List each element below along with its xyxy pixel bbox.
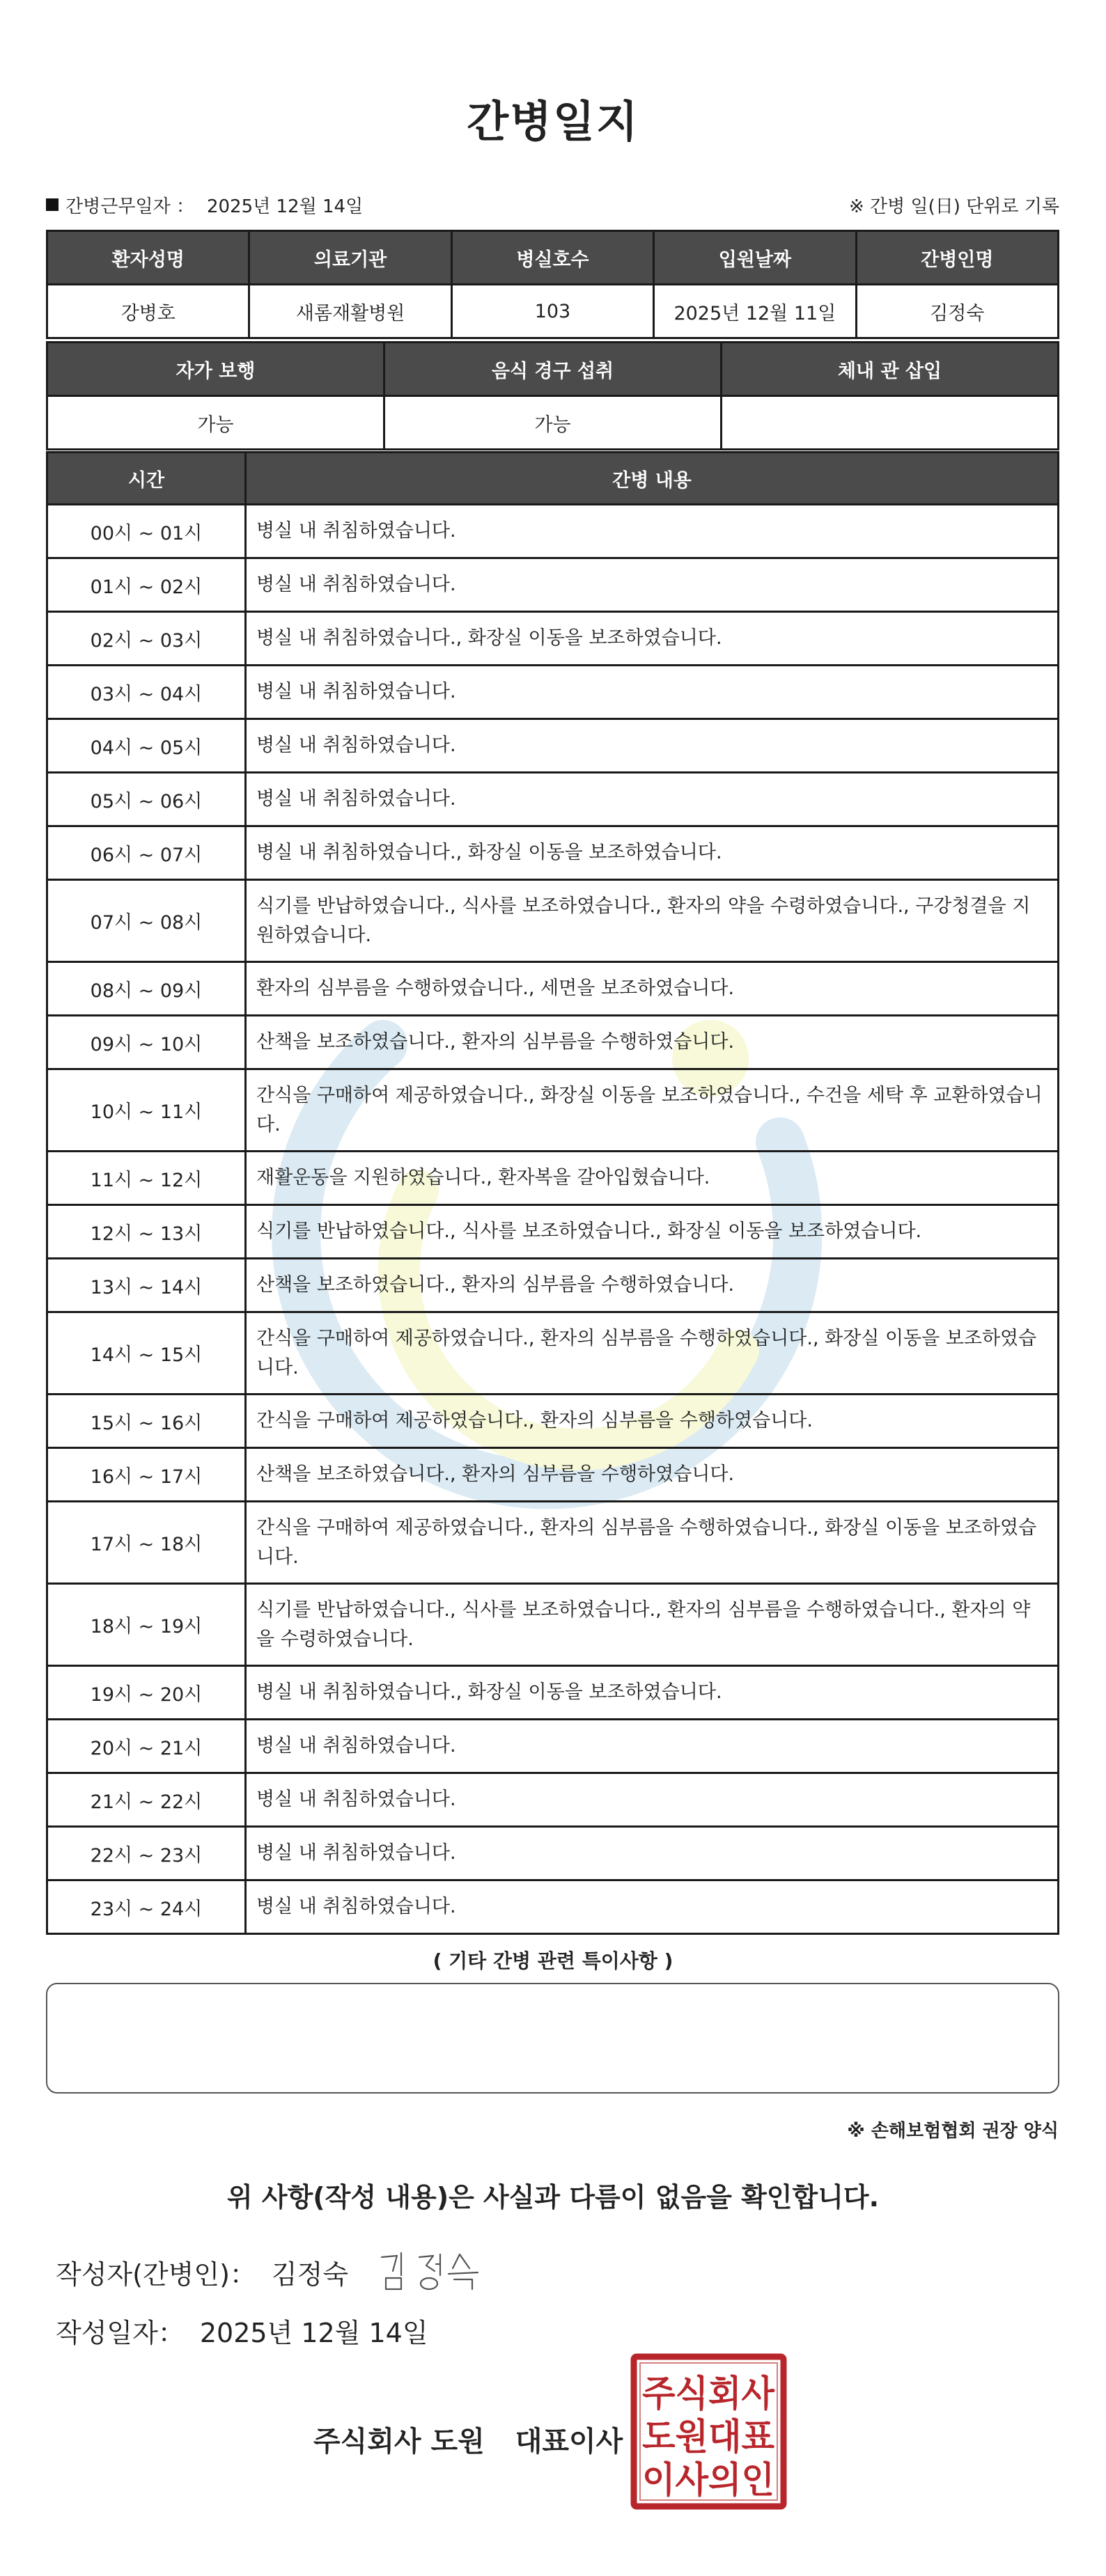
tube-insertion-value <box>722 396 1059 450</box>
log-row <box>47 1773 1059 1827</box>
work-date-group <box>46 192 363 218</box>
log-content-cell: 병실 내 취침하였습니다. <box>246 666 1059 719</box>
confirmation-statement: 위 사항(작성 내용)은 사실과 다름이 없음을 확인합니다. <box>226 2182 880 2213</box>
header-self-walking: 자가 보행 <box>47 343 384 396</box>
log-content-cell: 식기를 반납하였습니다., 식사를 보조하였습니다., 환자의 심부름을 수행하였습니다., 환자의 약을 수령하였습니다. <box>246 1584 1059 1666</box>
work-date-label: 간병근무일자 ： <box>65 196 194 217</box>
page-title: 간병일지 <box>467 96 639 147</box>
log-row <box>47 1395 1059 1448</box>
header-care-content: 간병 내용 <box>246 453 1059 505</box>
log-time-cell: 19시 ~ 20시 <box>47 1666 246 1720</box>
header-hospital: 의료기관 <box>249 231 451 285</box>
log-row <box>47 1312 1059 1395</box>
caregiver-name: 김정숙 <box>856 285 1058 338</box>
log-row <box>47 666 1059 719</box>
room-number: 103 <box>451 285 653 338</box>
log-time-cell: 11시 ~ 12시 <box>47 1152 246 1205</box>
header-caregiver-name: 간병인명 <box>856 231 1058 285</box>
log-content-cell: 산책을 보조하였습니다., 환자의 심부름을 수행하였습니다. <box>246 1448 1059 1502</box>
log-time-cell: 20시 ~ 21시 <box>47 1720 246 1773</box>
log-row <box>47 1259 1059 1312</box>
company-line <box>313 2419 644 2459</box>
log-row <box>47 1666 1059 1720</box>
log-time-cell: 23시 ~ 24시 <box>47 1880 246 1934</box>
log-content-cell: 병실 내 취침하였습니다. <box>246 1720 1059 1773</box>
log-content-cell: 간식을 구매하여 제공하였습니다., 화장실 이동을 보조하였습니다., 수건을 세탁 후 교환하였습니다. <box>246 1069 1059 1152</box>
log-content-cell: 산책을 보조하였습니다., 환자의 심부름을 수행하였습니다. <box>246 1259 1059 1312</box>
header-time: 시간 <box>47 453 246 505</box>
log-content-cell: 병실 내 취침하였습니다. <box>246 505 1059 558</box>
company-seal-stamp <box>630 2353 787 2510</box>
seal-line-1: 주식회사 <box>642 2373 775 2415</box>
log-time-cell: 14시 ~ 15시 <box>47 1312 246 1395</box>
log-time-cell: 02시 ~ 03시 <box>47 612 246 666</box>
log-content-cell: 병실 내 취침하였습니다. <box>246 1827 1059 1880</box>
seal-line-3: 이사의인 <box>642 2459 774 2502</box>
log-time-cell: 17시 ~ 18시 <box>47 1502 246 1584</box>
log-row <box>47 558 1059 612</box>
log-content-cell: 식기를 반납하였습니다., 식사를 보조하였습니다., 화장실 이동을 보조하였습니다. <box>246 1205 1059 1259</box>
admission-date: 2025년 12월 11일 <box>654 285 856 338</box>
log-row <box>47 1069 1059 1152</box>
status-value-row <box>47 396 1059 450</box>
hospital-name: 새롬재활병원 <box>249 285 451 338</box>
record-unit-note: ※ 간병 일(日) 단위로 기록 <box>848 196 1059 217</box>
log-row <box>47 826 1059 880</box>
log-content-cell: 병실 내 취침하였습니다. <box>246 1773 1059 1827</box>
log-row <box>47 1448 1059 1502</box>
hourly-care-log-table <box>46 451 1059 1935</box>
log-content-cell: 간식을 구매하여 제공하였습니다., 환자의 심부름을 수행하였습니다. <box>246 1395 1059 1448</box>
log-row <box>47 1720 1059 1773</box>
log-row <box>47 1502 1059 1584</box>
header-room-number: 병실호수 <box>451 231 653 285</box>
log-content-cell: 병실 내 취침하였습니다. <box>246 719 1059 773</box>
author-row <box>56 2247 494 2296</box>
log-row <box>47 1880 1059 1934</box>
log-row <box>47 719 1059 773</box>
notes-box <box>46 1983 1059 2094</box>
author-name: 김정숙 <box>271 2259 349 2290</box>
status-header-row <box>47 343 1059 396</box>
patient-name: 강병호 <box>47 285 249 338</box>
log-row <box>47 1205 1059 1259</box>
handwritten-signature <box>376 2247 494 2296</box>
log-time-cell: 07시 ~ 08시 <box>47 880 246 962</box>
log-row <box>47 1016 1059 1069</box>
log-row <box>47 1827 1059 1880</box>
log-row <box>47 1152 1059 1205</box>
log-time-cell: 15시 ~ 16시 <box>47 1395 246 1448</box>
company-role: 대표이사 <box>515 2426 623 2458</box>
log-content-cell: 병실 내 취침하였습니다. <box>246 558 1059 612</box>
log-time-cell: 04시 ~ 05시 <box>47 719 246 773</box>
written-date-value: 2025년 12월 14일 <box>199 2318 428 2348</box>
log-time-cell: 03시 ~ 04시 <box>47 666 246 719</box>
log-content-cell: 간식을 구매하여 제공하였습니다., 환자의 심부름을 수행하였습니다., 화장실 이동을 보조하였습니다. <box>246 1502 1059 1584</box>
log-time-cell: 10시 ~ 11시 <box>47 1069 246 1152</box>
patient-status-table <box>46 341 1059 450</box>
log-time-cell: 01시 ~ 02시 <box>47 558 246 612</box>
log-row <box>47 773 1059 826</box>
self-walking-value: 가능 <box>47 396 384 450</box>
log-content-cell: 식기를 반납하였습니다., 식사를 보조하였습니다., 환자의 약을 수령하였습니다., 구강청결을 지원하였습니다. <box>246 880 1059 962</box>
log-content-cell: 산책을 보조하였습니다., 환자의 심부름을 수행하였습니다. <box>246 1016 1059 1069</box>
log-header-row <box>47 453 1059 505</box>
log-content-cell: 병실 내 취침하였습니다. <box>246 1880 1059 1934</box>
log-time-cell: 09시 ~ 10시 <box>47 1016 246 1069</box>
meta-row <box>46 189 1059 220</box>
company-name: 주식회사 도원 <box>313 2426 485 2458</box>
log-body <box>47 505 1059 1934</box>
log-row <box>47 505 1059 558</box>
log-time-cell: 05시 ~ 06시 <box>47 773 246 826</box>
oral-intake-value: 가능 <box>384 396 722 450</box>
log-content-cell: 병실 내 취침하였습니다., 화장실 이동을 보조하였습니다. <box>246 612 1059 666</box>
header-tube-insertion: 체내 관 삽입 <box>722 343 1059 396</box>
log-time-cell: 16시 ~ 17시 <box>47 1448 246 1502</box>
written-date-label: 작성일자： <box>56 2318 185 2348</box>
log-time-cell: 22시 ~ 23시 <box>47 1827 246 1880</box>
author-label: 작성자(간병인)： <box>56 2259 256 2290</box>
written-date-row <box>56 2311 428 2350</box>
work-date-value: 2025년 12월 14일 <box>206 196 364 217</box>
log-time-cell: 00시 ~ 01시 <box>47 505 246 558</box>
log-row <box>47 1584 1059 1666</box>
log-content-cell: 병실 내 취침하였습니다., 화장실 이동을 보조하였습니다. <box>246 1666 1059 1720</box>
source-note: ※ 손해보험협회 권장 양식 <box>847 2121 1059 2142</box>
log-row <box>47 612 1059 666</box>
log-row <box>47 880 1059 962</box>
log-time-cell: 08시 ~ 09시 <box>47 962 246 1016</box>
header-oral-intake: 음식 경구 섭취 <box>384 343 722 396</box>
log-content-cell: 병실 내 취침하였습니다., 화장실 이동을 보조하였습니다. <box>246 826 1059 880</box>
log-row <box>47 962 1059 1016</box>
header-patient-name: 환자성명 <box>47 231 249 285</box>
patient-info-value-row <box>47 285 1059 338</box>
log-content-cell: 재활운동을 지원하였습니다., 환자복을 갈아입혔습니다. <box>246 1152 1059 1205</box>
seal-line-2: 도원대표 <box>642 2416 774 2458</box>
header-admission-date: 입원날짜 <box>654 231 856 285</box>
patient-info-header-row <box>47 231 1059 285</box>
log-time-cell: 06시 ~ 07시 <box>47 826 246 880</box>
log-content-cell: 병실 내 취침하였습니다. <box>246 773 1059 826</box>
square-bullet-icon <box>46 198 59 211</box>
patient-info-table <box>46 230 1059 339</box>
notes-title: ( 기타 간병 관련 특이사항 ) <box>433 1949 673 1972</box>
log-content-cell: 간식을 구매하여 제공하였습니다., 환자의 심부름을 수행하였습니다., 화장실 이동을 보조하였습니다. <box>246 1312 1059 1395</box>
log-time-cell: 13시 ~ 14시 <box>47 1259 246 1312</box>
log-content-cell: 환자의 심부름을 수행하였습니다., 세면을 보조하였습니다. <box>246 962 1059 1016</box>
log-time-cell: 12시 ~ 13시 <box>47 1205 246 1259</box>
log-time-cell: 18시 ~ 19시 <box>47 1584 246 1666</box>
log-time-cell: 21시 ~ 22시 <box>47 1773 246 1827</box>
